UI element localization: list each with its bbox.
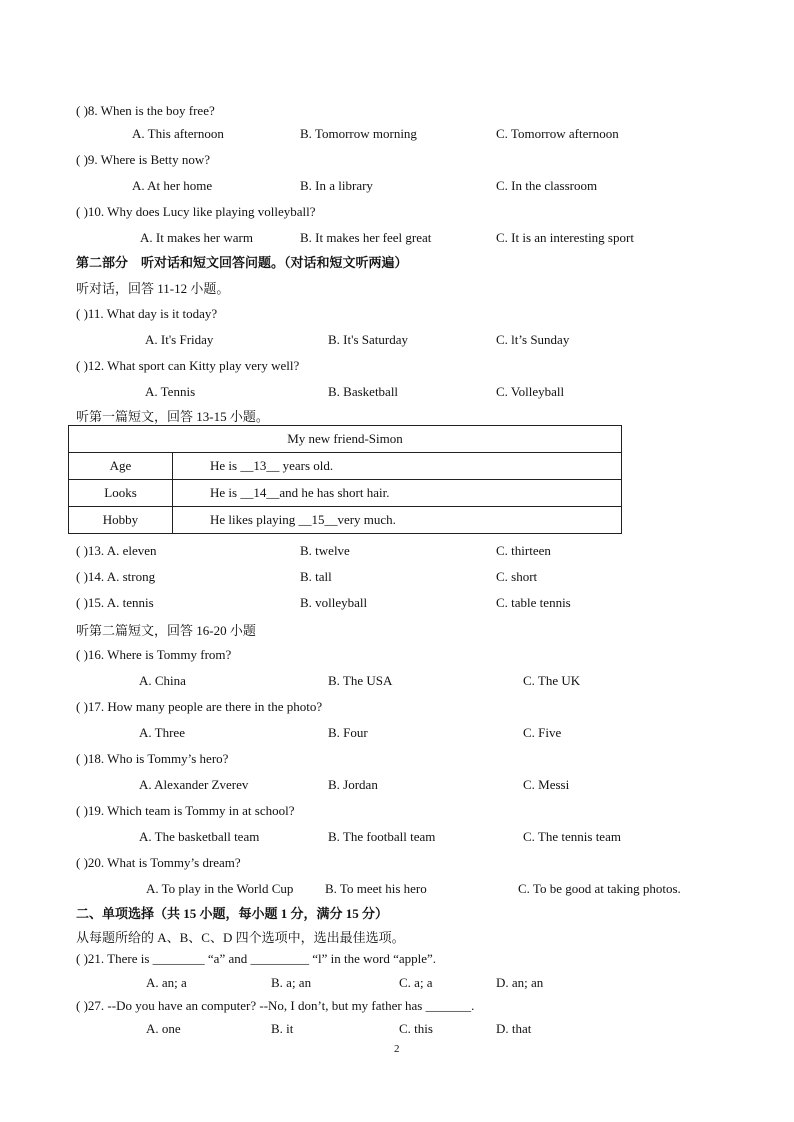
q20-option-b: B. To meet his hero — [325, 881, 427, 896]
friend-info-table — [68, 425, 622, 534]
q20-option-c: C. To be good at taking photos. — [518, 881, 681, 896]
q27-option-d: D. that — [496, 1021, 532, 1036]
q21-option-a: A. an; a — [146, 975, 187, 990]
table-row-text: He is __13__ years old. — [173, 453, 622, 480]
q27-option-b: B. it — [271, 1021, 294, 1036]
q11-option-a: A. It's Friday — [145, 332, 214, 347]
q12-option-b: B. Basketball — [328, 384, 399, 399]
q19-option-c: C. The tennis team — [523, 829, 621, 844]
q15-option-b: B. volleyball — [300, 595, 368, 610]
dialog-intro: 听对话，回答 11-12 小题。 — [76, 281, 230, 296]
question-17: ( )17. How many people are there in the photo? — [76, 699, 323, 714]
question-12: ( )12. What sport can Kitty play very well? — [76, 358, 300, 373]
q10-option-b: B. It makes her feel great — [300, 230, 432, 245]
table-title: My new friend-Simon — [69, 426, 622, 453]
q18-option-b: B. Jordan — [328, 777, 378, 792]
q21-option-d: D. an; an — [496, 975, 544, 990]
question-11: ( )11. What day is it today? — [76, 306, 218, 321]
question-19: ( )19. Which team is Tommy in at school? — [76, 803, 295, 818]
table-row — [69, 480, 622, 507]
question-16: ( )16. Where is Tommy from? — [76, 647, 232, 662]
part2-title: 第二部分 听对话和短文回答问题。（对话和短文听两遍） — [76, 255, 408, 270]
q17-option-a: A. Three — [139, 725, 185, 740]
section2-intro: 从每题所给的 A、B、C、D 四个选项中，选出最佳选项。 — [76, 930, 405, 945]
q15-option-c: C. table tennis — [496, 595, 571, 610]
table-row — [69, 507, 622, 534]
question-10: ( )10. Why does Lucy like playing volleyball? — [76, 204, 316, 219]
question-8: ( )8. When is the boy free? — [76, 103, 215, 118]
table-row — [69, 453, 622, 480]
q14-option-b: B. tall — [300, 569, 332, 584]
question-18: ( )18. Who is Tommy’s hero? — [76, 751, 229, 766]
q19-option-b: B. The football team — [328, 829, 436, 844]
table-row-text: He is __14__and he has short hair. — [173, 480, 622, 507]
question-9: ( )9. Where is Betty now? — [76, 152, 211, 167]
q18-option-c: C. Messi — [523, 777, 570, 792]
question-21: ( )21. There is ________ “a” and _________ “l” in the word “apple”. — [76, 951, 437, 966]
q17-option-c: C. Five — [523, 725, 562, 740]
q21-option-c: C. a; a — [399, 975, 433, 990]
q9-option-b: B. In a library — [300, 178, 373, 193]
q17-option-b: B. Four — [328, 725, 368, 740]
q10-option-c: C. It is an interesting sport — [496, 230, 634, 245]
question-27: ( )27. --Do you have an computer? --No, I don’t, but my father has _______. — [76, 998, 475, 1013]
q27-option-c: C. this — [399, 1021, 433, 1036]
table-row-text: He likes playing __15__very much. — [173, 507, 622, 534]
q16-option-b: B. The USA — [328, 673, 393, 688]
q13-option-c: C. thirteen — [496, 543, 551, 558]
passage2-intro: 听第二篇短文，回答 16-20 小题 — [76, 623, 256, 638]
question-13: ( )13. A. eleven — [76, 543, 157, 558]
q10-option-a: A. It makes her warm — [140, 230, 253, 245]
question-14: ( )14. A. strong — [76, 569, 156, 584]
q16-option-a: A. China — [139, 673, 186, 688]
q9-option-c: C. In the classroom — [496, 178, 598, 193]
q8-option-a: A. This afternoon — [132, 126, 224, 141]
table-row-label: Hobby — [69, 507, 173, 534]
q20-option-a: A. To play in the World Cup — [146, 881, 294, 896]
q11-option-c: C. lt’s Sunday — [496, 332, 570, 347]
q12-option-a: A. Tennis — [145, 384, 196, 399]
q8-option-c: C. Tomorrow afternoon — [496, 126, 619, 141]
q19-option-a: A. The basketball team — [139, 829, 260, 844]
q27-option-a: A. one — [146, 1021, 181, 1036]
q11-option-b: B. It's Saturday — [328, 332, 408, 347]
q13-option-b: B. twelve — [300, 543, 350, 558]
question-20: ( )20. What is Tommy’s dream? — [76, 855, 241, 870]
q14-option-c: C. short — [496, 569, 538, 584]
q18-option-a: A. Alexander Zverev — [139, 777, 249, 792]
table-row-label: Looks — [69, 480, 173, 507]
q21-option-b: B. a; an — [271, 975, 312, 990]
q9-option-a: A. At her home — [132, 178, 213, 193]
q16-option-c: C. The UK — [523, 673, 581, 688]
q8-option-b: B. Tomorrow morning — [300, 126, 417, 141]
q12-option-c: C. Volleyball — [496, 384, 565, 399]
table-row-label: Age — [69, 453, 173, 480]
question-15: ( )15. A. tennis — [76, 595, 154, 610]
section2-title: 二、单项选择（共 15 小题，每小题 1 分，满分 15 分） — [76, 906, 389, 921]
page-number: 2 — [394, 1043, 400, 1055]
passage1-intro: 听第一篇短文，回答 13-15 小题。 — [76, 409, 269, 424]
